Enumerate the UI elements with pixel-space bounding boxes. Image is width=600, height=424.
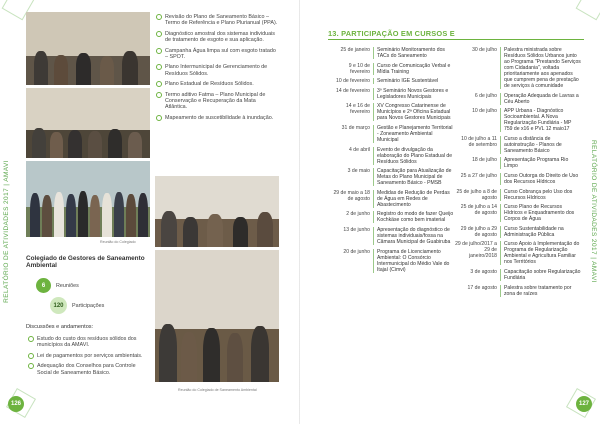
event-title: APP Urbana - Diagnóstico Socioambiental. A Nova Regularização Fundiária - MP 759 de x16 e PVL 12 maio17 (504, 108, 572, 133)
event-title: Capacitação para Atualização de Metas do Plano Municipal de Saneamento Básico - PMSB (377, 168, 452, 187)
event-date: 10 de fevereiro (336, 78, 370, 85)
event-title: Curso Apoio à Implementação do Programa de Regularização Ambiental e Agricultura Familiar nos Territórios (504, 241, 580, 266)
event-title: Capacitação sobre Regularização Fundiária (504, 268, 581, 281)
event-row (328, 211, 454, 223)
event-title: Palestra ministrada sobre Resíduos Sólidos Urbanos junto ao Programa "Prestando Serviços com Cidadania", voltada prioritariamente aos apenados que cumprem pena de prestação de serviços à comunidade (504, 47, 581, 89)
event-row (328, 147, 454, 165)
meeting-photo-3 (155, 176, 279, 247)
event-separator (373, 78, 374, 84)
event-date: 2 de junho (346, 211, 370, 218)
event-date: 9 e 10 de fevereiro (348, 62, 370, 75)
bullet-icon (28, 336, 34, 342)
stat-label: Reuniões (56, 282, 79, 289)
event-date: 6 de julho (474, 92, 497, 99)
event-date: 25 de julho a 14 de agosto (460, 204, 497, 217)
event-title: Operação Adequada de Lavras a Céu Aberto (504, 92, 579, 105)
stat-badge: 6 (36, 278, 51, 293)
discussion-item: Estudo do custo dos resíduos sólidos dos municípios da AMAVI. (28, 336, 150, 349)
event-row (455, 204, 581, 222)
bullet-icon (156, 48, 162, 54)
event-date: 14 de fevereiro (336, 87, 370, 94)
event-separator (500, 269, 501, 281)
event-title: Registro do modo de fazer Queijo Kochkäse como bem imaterial (377, 211, 454, 224)
event-date: 3 de maio (347, 168, 370, 175)
event-row (328, 190, 454, 208)
stat-meetings (36, 278, 79, 293)
side-label: RELATÓRIO DE ATIVIDADES 2017 | AMAVI (3, 160, 10, 303)
events-column-2 (455, 47, 581, 300)
bullet-icon (156, 14, 162, 20)
page-number: 127 (576, 396, 592, 412)
topic-item: Plano Estadual de Resíduos Sólidos. (156, 81, 278, 87)
page-number: 126 (8, 396, 24, 412)
topic-item: Revisão do Plano de Saneamento Básico – Termo de Referência e Plano Plurianual (PPA). (156, 14, 278, 27)
event-date: 10 de julho (472, 108, 497, 115)
event-date: 18 de julho (472, 157, 497, 164)
events-column-1 (328, 47, 454, 276)
event-title: Apresentação Programa Rio Limpo (504, 157, 569, 170)
decorative-hexagon (576, 0, 600, 20)
event-separator (500, 204, 501, 222)
event-row (328, 63, 454, 75)
event-separator (373, 211, 374, 223)
event-date: 25 a 27 de julho (460, 172, 497, 179)
event-row (328, 103, 454, 121)
event-title: Programa de Licenciamento Ambiental: O Consórcio Intermunicipal do Médio Vale do Itajaí (Cimvi) (377, 248, 450, 273)
event-separator (373, 125, 374, 143)
bullet-icon (156, 64, 162, 70)
bullet-icon (156, 115, 162, 121)
group-photo (26, 161, 150, 237)
event-title: Curso Plano de Recursos Hídricos e Enquadramento dos Corpos de Água (504, 204, 575, 223)
event-row (455, 241, 581, 265)
stat-badge: 120 (50, 297, 67, 314)
event-date: 14 e 16 de fevereiro (345, 103, 370, 116)
event-title: Seminário Monitoramento dos TACs do Saneamento (377, 47, 445, 59)
event-title: Curso a distância de autoinstrução - Planos de Saneamento Básico (504, 135, 562, 154)
event-date: 3 de agosto (470, 268, 497, 275)
event-title: Apresentação do diagnóstico de sistemas individuais/fossa na Câmara Municipal de Guabiruba (377, 226, 451, 245)
bullet-icon (156, 31, 162, 37)
meeting-photo-2 (26, 88, 150, 158)
event-row (455, 93, 581, 105)
event-title: XV Congresso Catarinense de Municípios e 2ª Oficina Estadual para Novos Gestores Municipais (377, 103, 451, 122)
topic-item: Mapeamento de suscetibilidade à inundação. (156, 115, 278, 121)
bullet-icon (28, 363, 34, 369)
event-separator (373, 88, 374, 100)
event-separator (500, 93, 501, 105)
discussion-item: Lei de pagamentos por serviços ambientais. (28, 353, 150, 359)
event-separator (500, 157, 501, 169)
meeting-photo-4 (155, 250, 279, 382)
event-title: Curso Sustentabilidade na Administração Pública (504, 225, 564, 238)
section-title: 13. PARTICIPAÇÃO EM CURSOS E (328, 29, 455, 38)
event-separator (500, 226, 501, 238)
event-separator (373, 147, 374, 165)
event-separator (500, 285, 501, 297)
section-divider (328, 39, 584, 40)
topic-item: Plano Intermunicipal de Gerenciamento de Resíduos Sólidos. (156, 64, 278, 77)
event-separator (373, 103, 374, 121)
event-date: 20 de junho (343, 248, 370, 255)
event-title: Seminário IGE Sustentável (377, 78, 439, 85)
bullet-icon (156, 92, 162, 98)
event-row (455, 226, 581, 238)
event-title: Curso Cobrança pelo Uso dos Recursos Hídricos (504, 188, 573, 201)
photo-caption: Reunião do Colegiado (100, 240, 136, 244)
event-title: Curso Outorga do Direito de Uso dos Recursos Hídricos (504, 172, 579, 185)
colegiado-title: Colegiado de Gestores de Saneamento Ambiental (26, 255, 145, 270)
stat-label: Participações (72, 302, 105, 309)
event-row (455, 285, 581, 297)
event-separator (500, 47, 501, 89)
event-row (455, 189, 581, 201)
event-date: 29 de julho/2017 a 29 de janeiro/2018 (455, 241, 497, 260)
discussions-list (28, 336, 150, 380)
side-label: RELATÓRIO DE ATIVIDADES 2017 | AMAVI (590, 140, 597, 283)
event-row (455, 47, 581, 89)
bullet-icon (156, 81, 162, 87)
photo-caption: Reunião do Colegiado de Saneamento Ambiental (178, 388, 257, 392)
event-date: 30 de julho (472, 47, 497, 53)
topic-item: Diagnóstico amostral dos sistemas individuais de tratamento de esgoto e sua aplicação. (156, 31, 278, 44)
event-row (455, 269, 581, 281)
event-separator (500, 173, 501, 185)
event-separator (373, 63, 374, 75)
event-date: 31 de março (341, 124, 370, 131)
event-row (328, 168, 454, 186)
event-separator (500, 189, 501, 201)
event-row (328, 125, 454, 143)
discussion-item: Adequação dos Conselhos para Controle Social de Saneamento Básico. (28, 363, 150, 376)
event-date: 13 de junho (343, 226, 370, 233)
discussions-title: Discussões e andamentos: (26, 324, 94, 330)
topics-list (156, 14, 278, 125)
event-row (455, 108, 581, 132)
event-title: 3º Seminário Novos Gestores e Legisladores Municipais (377, 87, 449, 100)
event-row (328, 88, 454, 100)
event-separator (500, 108, 501, 132)
event-date: 25 de janeiro (340, 47, 370, 53)
event-row (328, 78, 454, 84)
event-separator (373, 249, 374, 273)
event-row (455, 136, 581, 154)
event-title: Evento de divulgação da elaboração do Plano Estadual de Resíduos Sólidos (377, 146, 453, 165)
event-separator (500, 241, 501, 265)
event-separator (373, 168, 374, 186)
event-date: 25 de julho a 8 de agosto (456, 188, 497, 201)
event-row (328, 227, 454, 245)
event-title: Curso de Comunicação Verbal e Mídia Training (377, 62, 451, 75)
stat-participations (50, 297, 104, 314)
meeting-photo-1 (26, 12, 150, 85)
event-row (455, 157, 581, 169)
event-row (328, 47, 454, 59)
event-separator (500, 136, 501, 154)
event-date: 10 de julho a 11 de setembro (461, 135, 497, 148)
event-title: Medidas de Redução de Perdas de Água em Redes de Abastecimento (377, 189, 450, 208)
event-date: 29 de maio a 18 de agosto (333, 189, 370, 202)
event-separator (373, 227, 374, 245)
event-title: Gestão e Planejamento Territorial - Zoneamento Ambiental Municipal (377, 124, 453, 143)
bullet-icon (28, 353, 34, 359)
event-title: Palestra sobre tratamento por zona de raízes (504, 284, 572, 297)
event-separator (373, 190, 374, 208)
event-date: 4 de abril (349, 146, 370, 153)
event-row (328, 249, 454, 273)
event-date: 29 de julho a 29 de agosto (460, 225, 497, 238)
topic-item: Campanha Água limpa sul com esgoto tratado – SPOT. (156, 48, 278, 61)
event-date: 17 de agosto (467, 284, 497, 291)
event-separator (373, 47, 374, 59)
event-row (455, 173, 581, 185)
topic-item: Termo aditivo Fatma – Plano Municipal de Conservação e Recuperação da Mata Atlântica. (156, 92, 278, 111)
